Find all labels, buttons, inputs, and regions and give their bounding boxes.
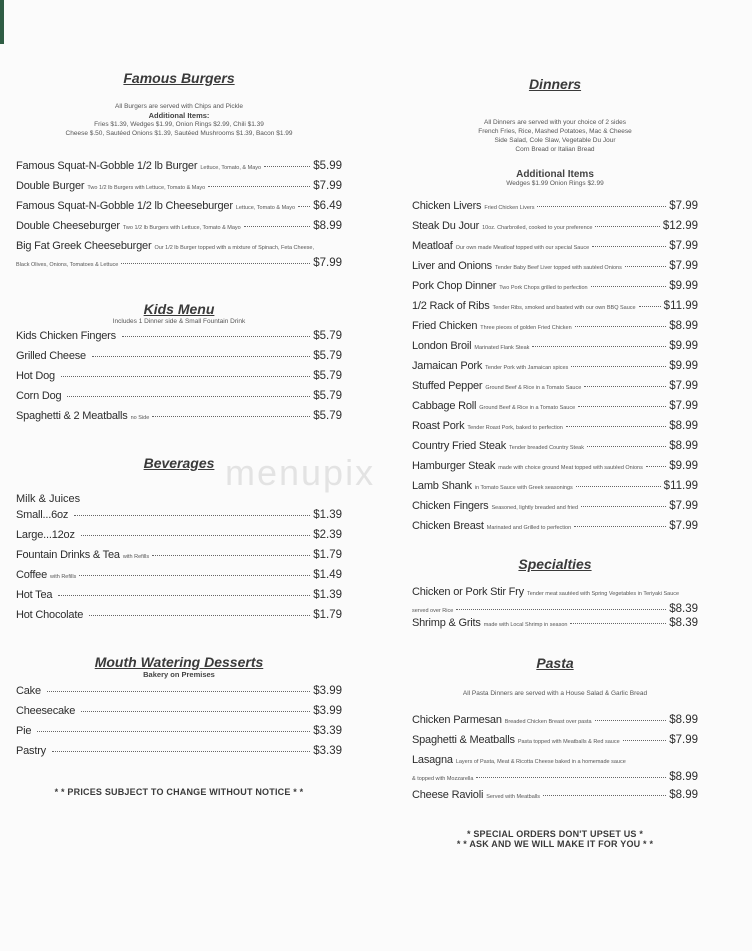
- item-price: $5.99: [313, 160, 342, 172]
- menu-item: [412, 260, 698, 280]
- item-price: $7.99: [669, 520, 698, 532]
- item-price: $7.99: [669, 400, 698, 412]
- item-name: Hot Dog: [16, 370, 55, 382]
- item-description: Two 1/2 lb Burgers with Lettuce, Tomato & Mayo: [87, 185, 206, 191]
- menu-item: [16, 549, 342, 569]
- dot-leader: [575, 326, 667, 327]
- menu-item: [412, 300, 698, 320]
- item-name: Double Cheeseburger: [16, 220, 120, 232]
- menu-item: [16, 200, 342, 220]
- item-price: $7.99: [313, 257, 342, 269]
- item-name: Pork Chop Dinner: [412, 280, 497, 292]
- item-name: Spaghetti & 2 Meatballs: [16, 410, 128, 422]
- item-name: Pie: [16, 725, 32, 737]
- section-note: Cheese $.50, Sautéed Onions $1.39, Sautéed Mushrooms $1.39, Bacon $1.99: [65, 130, 293, 137]
- item-description: Three pieces of golden Fried Chicken: [480, 325, 572, 331]
- item-description: Two Pork Chops grilled to perfection: [499, 285, 588, 291]
- item-name: 1/2 Rack of Ribs: [412, 300, 490, 312]
- section-note: Bakery on Premises: [143, 670, 215, 679]
- menu-item: [412, 586, 698, 617]
- item-name: Big Fat Greek Cheeseburger: [16, 240, 152, 252]
- item-name: Cheese Ravioli: [412, 789, 484, 801]
- menu-item: [16, 350, 342, 370]
- item-name: Shrimp & Grits: [412, 617, 481, 629]
- item-name: Meatloaf: [412, 240, 453, 252]
- item-description: no Side: [130, 415, 150, 421]
- kids-menu-section: [16, 301, 342, 430]
- dot-leader: [152, 416, 310, 417]
- item-description: Our 1/2 lb Burger topped with a mixture of Spinach, Feta Cheese,: [154, 245, 315, 251]
- item-name: Chicken Breast: [412, 520, 484, 532]
- menu-item: [412, 440, 698, 460]
- item-description: Seasoned, lightly breaded and fried: [491, 505, 579, 511]
- item-price: $12.99: [662, 220, 698, 232]
- pasta-section: [412, 655, 698, 809]
- dot-leader: [81, 535, 310, 536]
- menu-item: [16, 589, 342, 609]
- section-note: French Fries, Rice, Mashed Potatoes, Mac & Cheese: [478, 128, 632, 135]
- item-price: $1.79: [313, 549, 342, 561]
- section-title: Kids Menu: [143, 301, 215, 317]
- dot-leader: [92, 356, 310, 357]
- section-subtitle: Additional Items: [516, 169, 594, 180]
- menu-item: [412, 520, 698, 540]
- item-description: Tender Ribs, smoked and basted with our own BBQ Sauce: [492, 305, 636, 311]
- dot-leader: [74, 515, 310, 516]
- item-price: $3.39: [313, 725, 342, 737]
- item-description: made with choice ground Meat topped with sautéed Onions: [498, 465, 643, 471]
- dot-leader: [581, 506, 666, 507]
- item-description: Tender Pork with Jamaican spices: [485, 365, 569, 371]
- item-description: Lettuce, Tomato & Mayo: [235, 205, 296, 211]
- item-name: Small...6oz: [16, 509, 69, 521]
- item-name: Roast Pork: [412, 420, 465, 432]
- item-price: $8.99: [669, 771, 698, 783]
- item-name: Famous Squat-N-Gobble 1/2 lb Burger: [16, 160, 198, 172]
- item-name: Grilled Cheese: [16, 350, 86, 362]
- item-description: in Tomato Sauce with Greek seasonings: [474, 485, 573, 491]
- item-price: $9.99: [669, 280, 698, 292]
- section-title: Famous Burgers: [123, 70, 235, 86]
- section-title: Pasta: [536, 655, 574, 671]
- item-name: Hot Tea: [16, 589, 53, 601]
- item-price: $6.49: [313, 200, 342, 212]
- item-price: $7.99: [669, 500, 698, 512]
- item-price: $1.79: [313, 609, 342, 621]
- menu-item: [16, 390, 342, 410]
- item-name: Cake: [16, 685, 41, 697]
- item-name: Kids Chicken Fingers: [16, 330, 116, 342]
- item-price: $5.79: [313, 410, 342, 422]
- dot-leader: [570, 623, 666, 624]
- item-description: made with Local Shrimp in season: [483, 622, 568, 628]
- menu-item: [16, 705, 342, 725]
- dot-leader: [121, 263, 310, 264]
- item-description: Ground Beef & Rice in a Tomato Sauce: [485, 385, 582, 391]
- item-name: Country Fried Steak: [412, 440, 507, 452]
- dot-leader: [476, 777, 666, 778]
- item-description: Tender breaded Country Steak: [509, 445, 584, 451]
- dot-leader: [244, 226, 310, 227]
- item-price: $3.99: [313, 685, 342, 697]
- desserts-section: [16, 654, 342, 765]
- dinners-section: [412, 76, 698, 540]
- item-description: Served with Meatballs: [486, 794, 540, 800]
- dot-leader: [208, 186, 310, 187]
- item-price: $7.99: [669, 380, 698, 392]
- item-price: $11.99: [663, 480, 698, 492]
- item-price: $9.99: [669, 360, 698, 372]
- menu-item: [412, 714, 698, 734]
- item-price: $5.79: [313, 350, 342, 362]
- item-description: with Refills: [50, 574, 77, 580]
- menu-item: [16, 330, 342, 350]
- prices-notice: * * PRICES SUBJECT TO CHANGE WITHOUT NOTICE * *: [54, 787, 304, 797]
- item-name: Hot Chocolate: [16, 609, 84, 621]
- dot-leader: [47, 691, 310, 692]
- item-price: $11.99: [663, 300, 698, 312]
- item-description: Ground Beef & Rice in a Tomato Sauce: [479, 405, 576, 411]
- section-note: All Dinners are served with your choice of 2 sides: [484, 119, 626, 126]
- item-price: $1.39: [313, 589, 342, 601]
- left-column: [16, 70, 342, 797]
- item-description: Tender Baby Beef Liver topped with sautéed Onions: [494, 265, 622, 271]
- menu-item: [412, 480, 698, 500]
- item-name: Famous Squat-N-Gobble 1/2 lb Cheeseburger: [16, 200, 233, 212]
- item-price: $8.99: [669, 440, 698, 452]
- item-price: $7.99: [669, 240, 698, 252]
- item-description: Lettuce, Tomato, & Mayo: [200, 165, 262, 171]
- dot-leader: [574, 526, 666, 527]
- item-description: Layers of Pasta, Meat & Ricotta Cheese baked in a homemade sauce: [455, 759, 626, 765]
- item-description: Our own made Meatloaf topped with our special Sauce: [455, 245, 590, 251]
- section-note: All Pasta Dinners are served with a House Salad & Garlic Bread: [462, 690, 648, 697]
- dot-leader: [595, 226, 659, 227]
- menu-item: [412, 460, 698, 480]
- menu-list: [16, 685, 342, 765]
- section-title: Specialties: [518, 556, 592, 572]
- specialties-section: [412, 556, 698, 637]
- section-note: Wedges $1.99 Onion Rings $2.99: [506, 180, 604, 187]
- item-description: Tender Roast Pork, baked to perfection: [467, 425, 563, 431]
- item-price: $8.99: [669, 789, 698, 801]
- dot-leader: [592, 246, 666, 247]
- menu-list: [412, 714, 698, 754]
- item-name: Fountain Drinks & Tea: [16, 549, 120, 561]
- item-name: Spaghetti & Meatballs: [412, 734, 515, 746]
- dot-leader: [79, 575, 310, 576]
- dot-leader: [587, 446, 666, 447]
- item-name: Chicken Parmesan: [412, 714, 502, 726]
- menu-list: [412, 200, 698, 540]
- item-price: $7.99: [669, 200, 698, 212]
- item-description: Pasta topped with Meatballs & Red sauce: [517, 739, 620, 745]
- dot-leader: [566, 426, 666, 427]
- dot-leader: [122, 336, 310, 337]
- dot-leader: [37, 731, 310, 732]
- menu-item: [412, 500, 698, 520]
- item-name: Lamb Shank: [412, 480, 472, 492]
- item-description: Marinated and Grilled to perfection: [486, 525, 572, 531]
- menu-item: [16, 745, 342, 765]
- item-price: $2.39: [313, 529, 342, 541]
- dot-leader: [591, 286, 667, 287]
- dot-leader: [578, 406, 666, 407]
- dot-leader: [646, 466, 666, 467]
- item-description: Tender meat sautéed with Spring Vegetables in Teriyaki Sauce: [526, 591, 680, 597]
- item-name: Cabbage Roll: [412, 400, 477, 412]
- item-price: $8.99: [313, 220, 342, 232]
- watermark: menupix: [225, 452, 376, 493]
- menu-item: [412, 200, 698, 220]
- item-name: Hamburger Steak: [412, 460, 496, 472]
- menu-item: [412, 420, 698, 440]
- item-name: Lasagna: [412, 754, 453, 766]
- menu-item: [412, 789, 698, 809]
- item-description: Marinated Flank Steak: [474, 345, 530, 351]
- menu-item: [412, 220, 698, 240]
- menu-item: [412, 240, 698, 260]
- menu-item: [412, 380, 698, 400]
- menu-item: [412, 617, 698, 637]
- item-price: $7.99: [669, 260, 698, 272]
- section-title: Mouth Watering Desserts: [94, 654, 264, 670]
- item-name: Large...12oz: [16, 529, 75, 541]
- item-name: Chicken Fingers: [412, 500, 489, 512]
- item-name: Pastry: [16, 745, 46, 757]
- special-orders-notice: * * ASK AND WE WILL MAKE IT FOR YOU * *: [456, 839, 654, 849]
- menu-item: [412, 340, 698, 360]
- dot-leader: [456, 609, 666, 610]
- item-price: $3.99: [313, 705, 342, 717]
- dot-leader: [81, 711, 310, 712]
- menu-item: [16, 240, 342, 271]
- dot-leader: [625, 266, 666, 267]
- beverages-section: [16, 455, 342, 629]
- menu-item: [16, 725, 342, 745]
- section-note: Fries $1.39, Wedges $1.99, Onion Rings $2.99, Chili $1.39: [94, 121, 264, 128]
- item-price: $8.39: [669, 603, 698, 615]
- menu-item: [16, 685, 342, 705]
- dot-leader: [584, 386, 666, 387]
- item-name: Liver and Onions: [412, 260, 492, 272]
- menu-list: [16, 160, 342, 240]
- section-title: Dinners: [528, 76, 582, 92]
- menu-item: [16, 569, 342, 589]
- menu-item: [412, 360, 698, 380]
- menu-item: [412, 320, 698, 340]
- menu-item: [16, 410, 342, 430]
- item-description: with Refills: [122, 554, 150, 560]
- item-name: Chicken or Pork Stir Fry: [412, 586, 524, 598]
- item-price: $5.79: [313, 390, 342, 402]
- dot-leader: [623, 740, 667, 741]
- dot-leader: [576, 486, 661, 487]
- menu-item: [412, 754, 698, 785]
- dot-leader: [52, 751, 310, 752]
- item-name: Jamaican Pork: [412, 360, 483, 372]
- item-price: $8.39: [669, 617, 698, 629]
- dot-leader: [595, 720, 667, 721]
- famous-burgers-section: [16, 70, 342, 271]
- item-name: Stuffed Pepper: [412, 380, 483, 392]
- item-price: $8.99: [669, 420, 698, 432]
- item-name: London Broil: [412, 340, 472, 352]
- section-note: Corn Bread or Italian Bread: [515, 146, 595, 153]
- dot-leader: [537, 206, 666, 207]
- corner-mark: [0, 0, 4, 44]
- menu-item: [16, 509, 342, 529]
- item-price: $3.39: [313, 745, 342, 757]
- item-description: Two 1/2 lb Burgers with Lettuce, Tomato & Mayo: [122, 225, 241, 231]
- section-note: Side Salad, Cole Slaw, Vegetable Du Jour: [494, 137, 616, 144]
- menu-item: [412, 734, 698, 754]
- menu-list: [16, 509, 342, 629]
- menu-item: [16, 370, 342, 390]
- item-description: served over Rice: [412, 608, 454, 614]
- item-price: $8.99: [669, 320, 698, 332]
- menu-item: [16, 220, 342, 240]
- item-name: Double Burger: [16, 180, 85, 192]
- dot-leader: [532, 346, 666, 347]
- item-description: Black Olives, Onions, Tomatoes & Lettuce: [16, 262, 119, 268]
- section-note: Includes 1 Dinner side & Small Fountain Drink: [112, 318, 246, 325]
- item-name: Chicken Livers: [412, 200, 482, 212]
- item-description: & topped with Mozzarella: [412, 776, 474, 782]
- menu-item: [16, 160, 342, 180]
- dot-leader: [639, 306, 661, 307]
- item-name: Cheesecake: [16, 705, 76, 717]
- item-price: $1.39: [313, 509, 342, 521]
- dot-leader: [543, 795, 666, 796]
- item-price: $9.99: [669, 460, 698, 472]
- item-name: Corn Dog: [16, 390, 62, 402]
- section-note: All Burgers are served with Chips and Pickle: [115, 103, 243, 110]
- dot-leader: [61, 376, 310, 377]
- item-price: $8.99: [669, 714, 698, 726]
- dot-leader: [58, 595, 310, 596]
- dot-leader: [264, 166, 310, 167]
- item-name: Coffee: [16, 569, 48, 581]
- menu-item: [412, 280, 698, 300]
- dot-leader: [298, 206, 310, 207]
- right-column: [412, 76, 698, 849]
- menu-item: [412, 400, 698, 420]
- item-price: $7.99: [669, 734, 698, 746]
- item-description: Fried Chicken Livers: [484, 205, 535, 211]
- menu-item: [16, 529, 342, 549]
- dot-leader: [67, 396, 310, 397]
- special-orders-notice: * SPECIAL ORDERS DON'T UPSET US *: [466, 829, 644, 839]
- section-title: Beverages: [143, 455, 215, 471]
- item-price: $9.99: [669, 340, 698, 352]
- item-price: $5.79: [313, 370, 342, 382]
- section-note: Additional Items:: [148, 111, 210, 120]
- menu-item: [16, 180, 342, 200]
- item-description: Breaded Chicken Breast over pasta: [504, 719, 592, 725]
- item-name: Fried Chicken: [412, 320, 478, 332]
- item-price: $1.49: [313, 569, 342, 581]
- dot-leader: [571, 366, 666, 367]
- dot-leader: [152, 555, 310, 556]
- item-name: Steak Du Jour: [412, 220, 480, 232]
- item-price: $7.99: [313, 180, 342, 192]
- item-price: $5.79: [313, 330, 342, 342]
- item-description: 10oz. Charbroiled, cooked to your preference: [482, 225, 593, 231]
- dot-leader: [89, 615, 310, 616]
- menu-item: [16, 609, 342, 629]
- subheading: Milk & Juices: [16, 493, 81, 505]
- menu-list: [16, 330, 342, 430]
